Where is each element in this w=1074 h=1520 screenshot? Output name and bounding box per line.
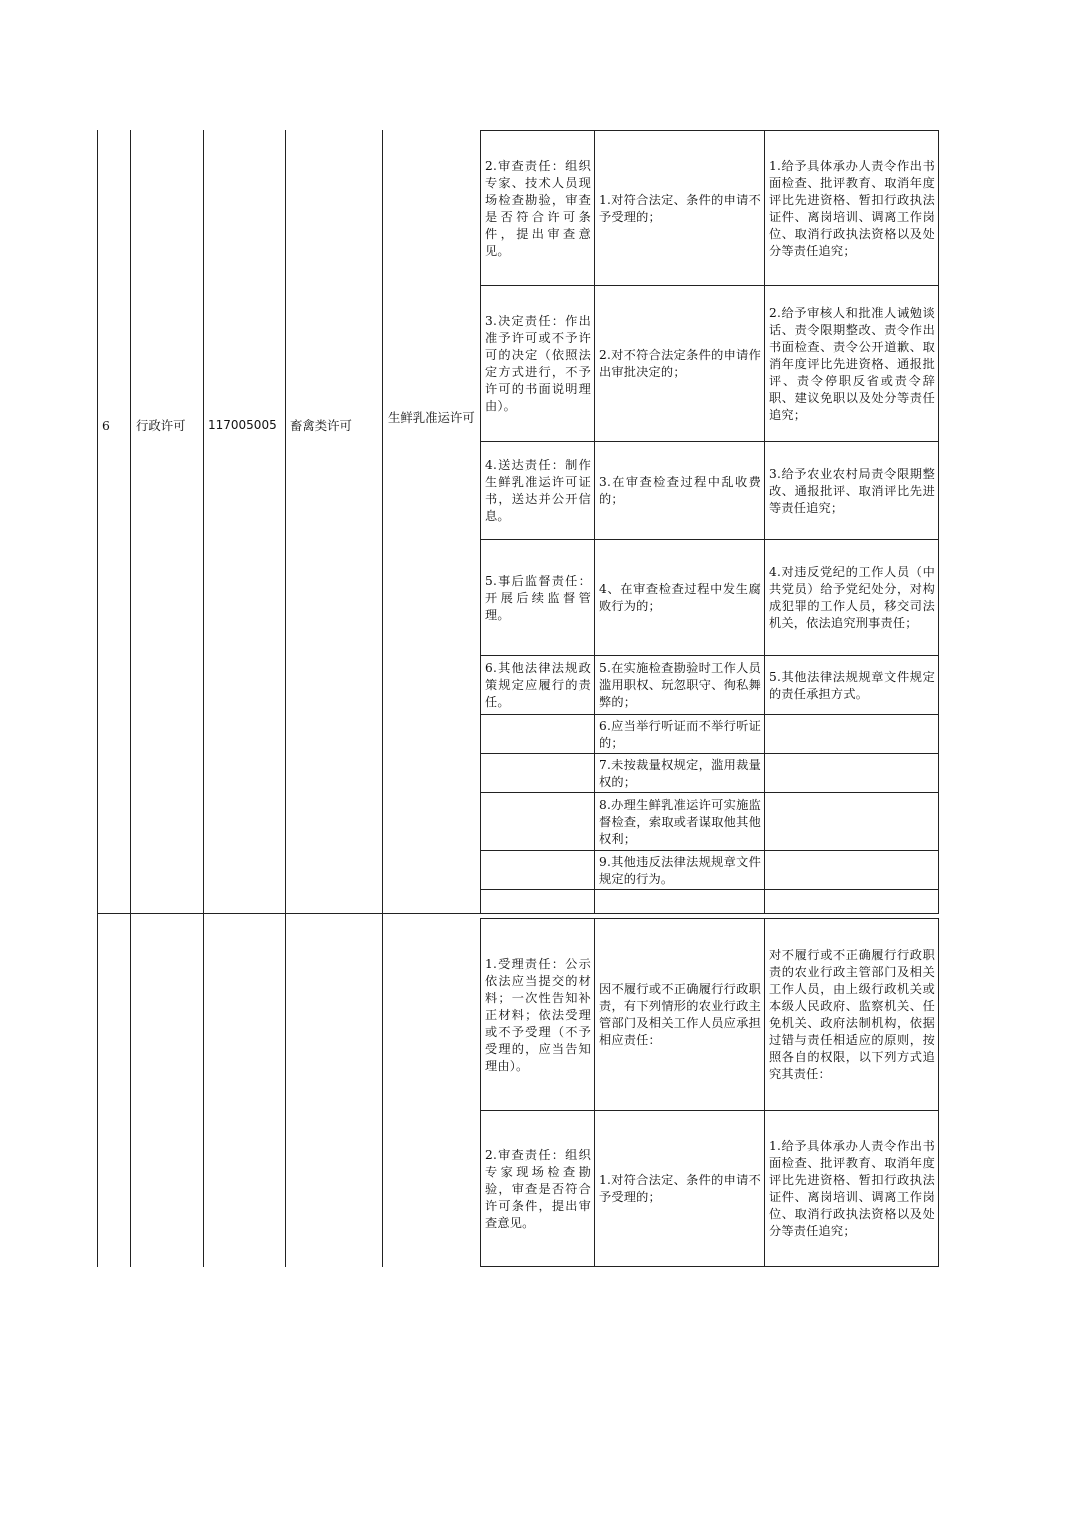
block2-responsibility-cell: 1.受理责任：公示依法应当提交的材料；一次性告知补正材料；依法受理或不予受理（不予受理的，应当告知理由）。 [480,918,595,1111]
block1-situation-cell: 8.办理生鲜乳准运许可实施监督检查，索取或者谋取他其他权利； [594,792,765,851]
block1-responsibility-cell [480,850,595,890]
block2-accountability-cell: 1.给予具体承办人责令作出书面检查、批评教育、取消年度评比先进资格、暂扣行政执法证件、离岗培训、调离工作岗位、取消行政执法资格以及处分等责任追究； [764,1110,939,1267]
block1-situation-cell: 7.未按裁量权规定，滥用裁量权的； [594,753,765,793]
column-line-3 [203,130,204,1267]
block1-responsibility-cell: 4.送达责任：制作生鲜乳准运许可证书，送达并公开信息。 [480,441,595,540]
record-seq: 6 [102,418,110,433]
record-item-name: 生鲜乳准运许可 [388,410,475,425]
block1-situation-cell: 2.对不符合法定条件的申请作出审批决定的； [594,285,765,442]
block1-accountability-cell: 5.其他法律法规规章文件规定的责任承担方式。 [764,655,939,715]
block2-accountability-cell: 对不履行或不正确履行行政职责的农业行政主管部门及相关工作人员，由上级行政机关或本级人民政府、监察机关、任免机关、政府法制机构，依据过错与责任相适应的原则，按照各自的权限，以下列方式追究其责任： [764,918,939,1111]
record-code: 117005005 [208,418,277,432]
block1-situation-cell: 9.其他违反法律法规规章文件规定的行为。 [594,850,765,890]
block1-accountability-cell [764,714,939,754]
column-line-1 [97,130,98,1267]
block2-situation-cell: 因不履行或不正确履行行政职责，有下列情形的农业行政主管部门及相关工作人员应承担相应责任： [594,918,765,1111]
block1-responsibility-cell: 5.事后监督责任：开展后续监督管理。 [480,539,595,656]
block1-responsibility-cell: 3.决定责任：作出准予许可或不予许可的决定（依照法定方式进行，不予许可的书面说明理由）。 [480,285,595,442]
column-line-2 [130,130,131,1267]
block1-responsibility-cell [480,792,595,851]
block1-responsibility-cell: 2.审查责任：组织专家、技术人员现场检查勘验，审查是否符合许可条件，提出审查意见。 [480,130,595,286]
block1-situation-cell [594,889,765,914]
column-line-4 [285,130,286,1267]
record-sub-category: 畜禽类许可 [290,418,352,433]
block2-situation-cell: 1.对符合法定、条件的申请不予受理的； [594,1110,765,1267]
block1-responsibility-cell [480,714,595,754]
block1-accountability-cell [764,792,939,851]
block1-situation-cell: 6.应当举行听证而不举行听证的； [594,714,765,754]
block1-responsibility-cell: 6.其他法律法规政策规定应履行的责任。 [480,655,595,715]
block1-responsibility-cell [480,889,595,914]
block1-accountability-cell: 2.给予审核人和批准人诫勉谈话、责令限期整改、责令作出书面检查、责令公开道歉、取消年度评比先进资格、通报批评、责令停职反省或责令辞职、建议免职以及处分等责任追究； [764,285,939,442]
block1-accountability-cell [764,753,939,793]
block1-accountability-cell: 1.给予具体承办人责令作出书面检查、批评教育、取消年度评比先进资格、暂扣行政执法证件、离岗培训、调离工作岗位、取消行政执法资格以及处分等责任追究； [764,130,939,286]
block2-responsibility-cell: 2.审查责任：组织专家现场检查勘验，审查是否符合许可条件，提出审查意见。 [480,1110,595,1267]
block1-responsibility-cell [480,753,595,793]
block1-accountability-cell: 4.对违反党纪的工作人员（中共党员）给予党纪处分，对构成犯罪的工作人员，移交司法机关，依法追究刑事责任； [764,539,939,656]
block1-accountability-cell [764,850,939,890]
block1-situation-cell: 1.对符合法定、条件的申请不予受理的； [594,130,765,286]
block1-situation-cell: 5.在实施检查勘验时工作人员滥用职权、玩忽职守、徇私舞弊的； [594,655,765,715]
block1-situation-cell: 3.在审查检查过程中乱收费的； [594,441,765,540]
record-divider [97,913,481,914]
block1-situation-cell: 4、在审查检查过程中发生腐败行为的； [594,539,765,656]
block1-accountability-cell: 3.给予农业农村局责令限期整改、通报批评、取消评比先进等责任追究； [764,441,939,540]
block1-accountability-cell [764,889,939,914]
record-category: 行政许可 [136,418,186,433]
column-line-5 [382,130,383,1267]
